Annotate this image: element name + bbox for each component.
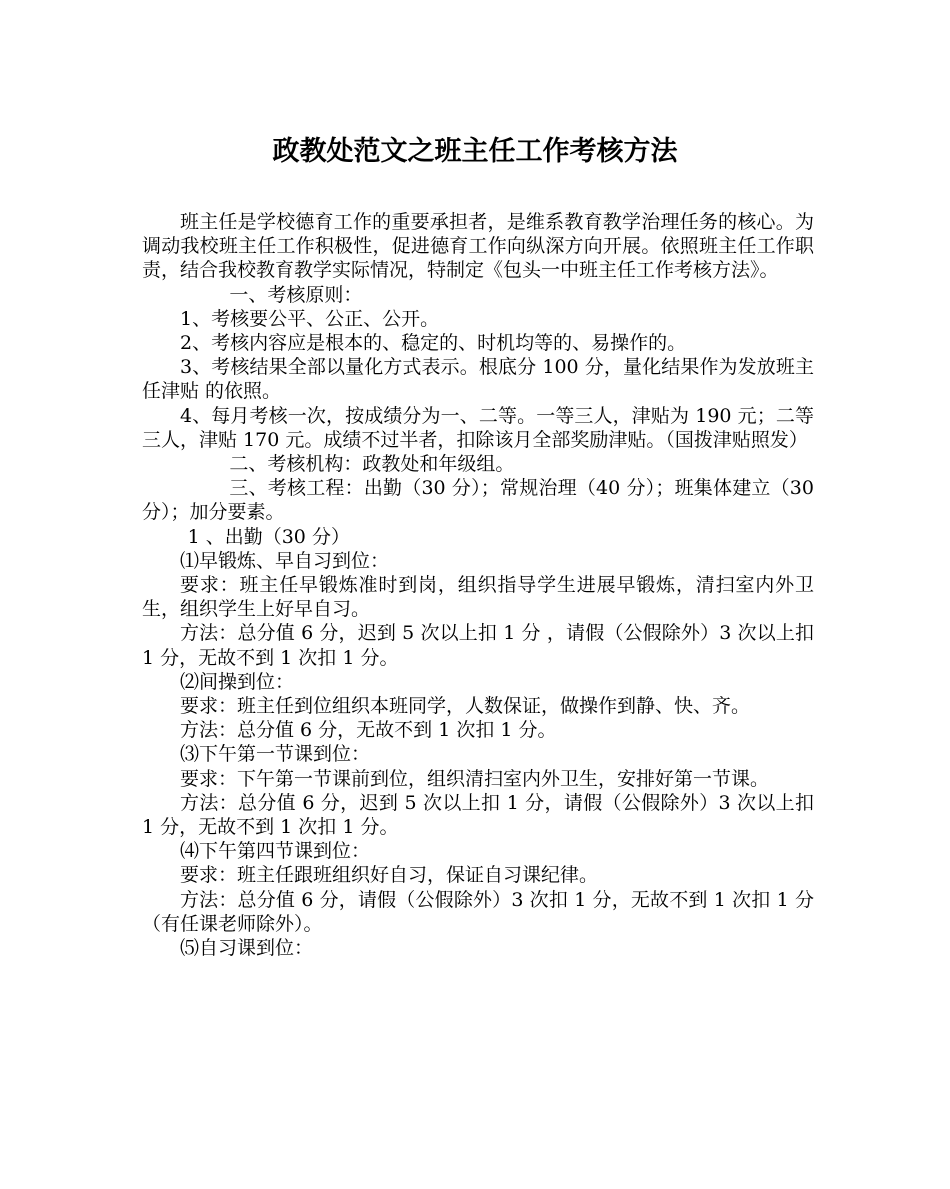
list-item: 4、每月考核一次，按成绩分为一、二等。一等三人，津贴为 190 元；二等三人，津贴 170 元。成绩不过半者，扣除该月全部奖励津贴。（国拨津贴照发） bbox=[142, 404, 814, 451]
item-heading: ⑸自习课到位： bbox=[180, 937, 314, 960]
paragraph-intro: 班主任是学校德育工作的重要承担者，是维系教育教学治理任务的核心。为调动我校班主任工作积极性，促进德育工作向纵深方向开展。依照班主任工作职责，结合我校教育教学实际情况，特制定《包头一中班主任工作考核方法》。 bbox=[142, 211, 814, 282]
item-method: 方法：总分值 6 分，无故不到 1 次扣 1 分。 bbox=[180, 719, 557, 742]
item-method: 方法：总分值 6 分，请假（公假除外）3 次扣 1 分，无故不到 1 次扣 1 分（有任课老师除外）。 bbox=[142, 888, 814, 935]
item-heading: ⑴早锻炼、早自习到位： bbox=[180, 549, 390, 572]
item-method: 方法：总分值 6 分，迟到 5 次以上扣 1 分，请假（公假除外）3 次以上扣 1 分，无故不到 1 次扣 1 分。 bbox=[142, 791, 814, 839]
item-requirement: 要求：班主任跟班组织好自习，保证自习课纪律。 bbox=[180, 864, 599, 887]
section-heading-organization: 二、考核机构：政教处和年级组。 bbox=[229, 453, 515, 476]
section-heading-items: 三、考核工程：出勤（30 分）；常规治理（40 分）；班集体建立（30 分）；加分要素。 bbox=[142, 477, 814, 524]
item-requirement: 要求：下午第一节课前到位，组织清扫室内外卫生，安排好第一节课。 bbox=[180, 767, 770, 790]
document-title: 政教处范文之班主任工作考核方法 bbox=[272, 136, 678, 167]
item-heading: ⑵间操到位： bbox=[180, 670, 295, 693]
list-item: 1、考核要公平、公正、公开。 bbox=[180, 307, 440, 330]
item-heading: ⑷下午第四节课到位： bbox=[180, 840, 371, 863]
list-item: 3、考核结果全部以量化方式表示。根底分 100 分，量化结果作为发放班主任津贴 的依照。 bbox=[142, 356, 814, 403]
section-heading-principles: 一、考核原则： bbox=[229, 283, 363, 306]
item-requirement: 要求：班主任早锻炼准时到岗，组织指导学生进展早锻炼，清扫室内外卫生，组织学生上好早自习。 bbox=[142, 574, 814, 621]
document-body bbox=[142, 210, 814, 960]
item-requirement: 要求：班主任到位组织本班同学，人数保证，做操作到静、快、齐。 bbox=[180, 695, 751, 718]
subsection-heading-attendance: 1 、出勤（30 分） bbox=[187, 525, 350, 548]
item-method: 方法：总分值 6 分，迟到 5 次以上扣 1 分 ，请假（公假除外）3 次以上扣 1 分，无故不到 1 次扣 1 分。 bbox=[142, 622, 814, 669]
item-heading: ⑶下午第一节课到位： bbox=[180, 743, 371, 766]
list-item: 2、考核内容应是根本的、稳定的、时机均等的、易操作的。 bbox=[180, 332, 687, 355]
